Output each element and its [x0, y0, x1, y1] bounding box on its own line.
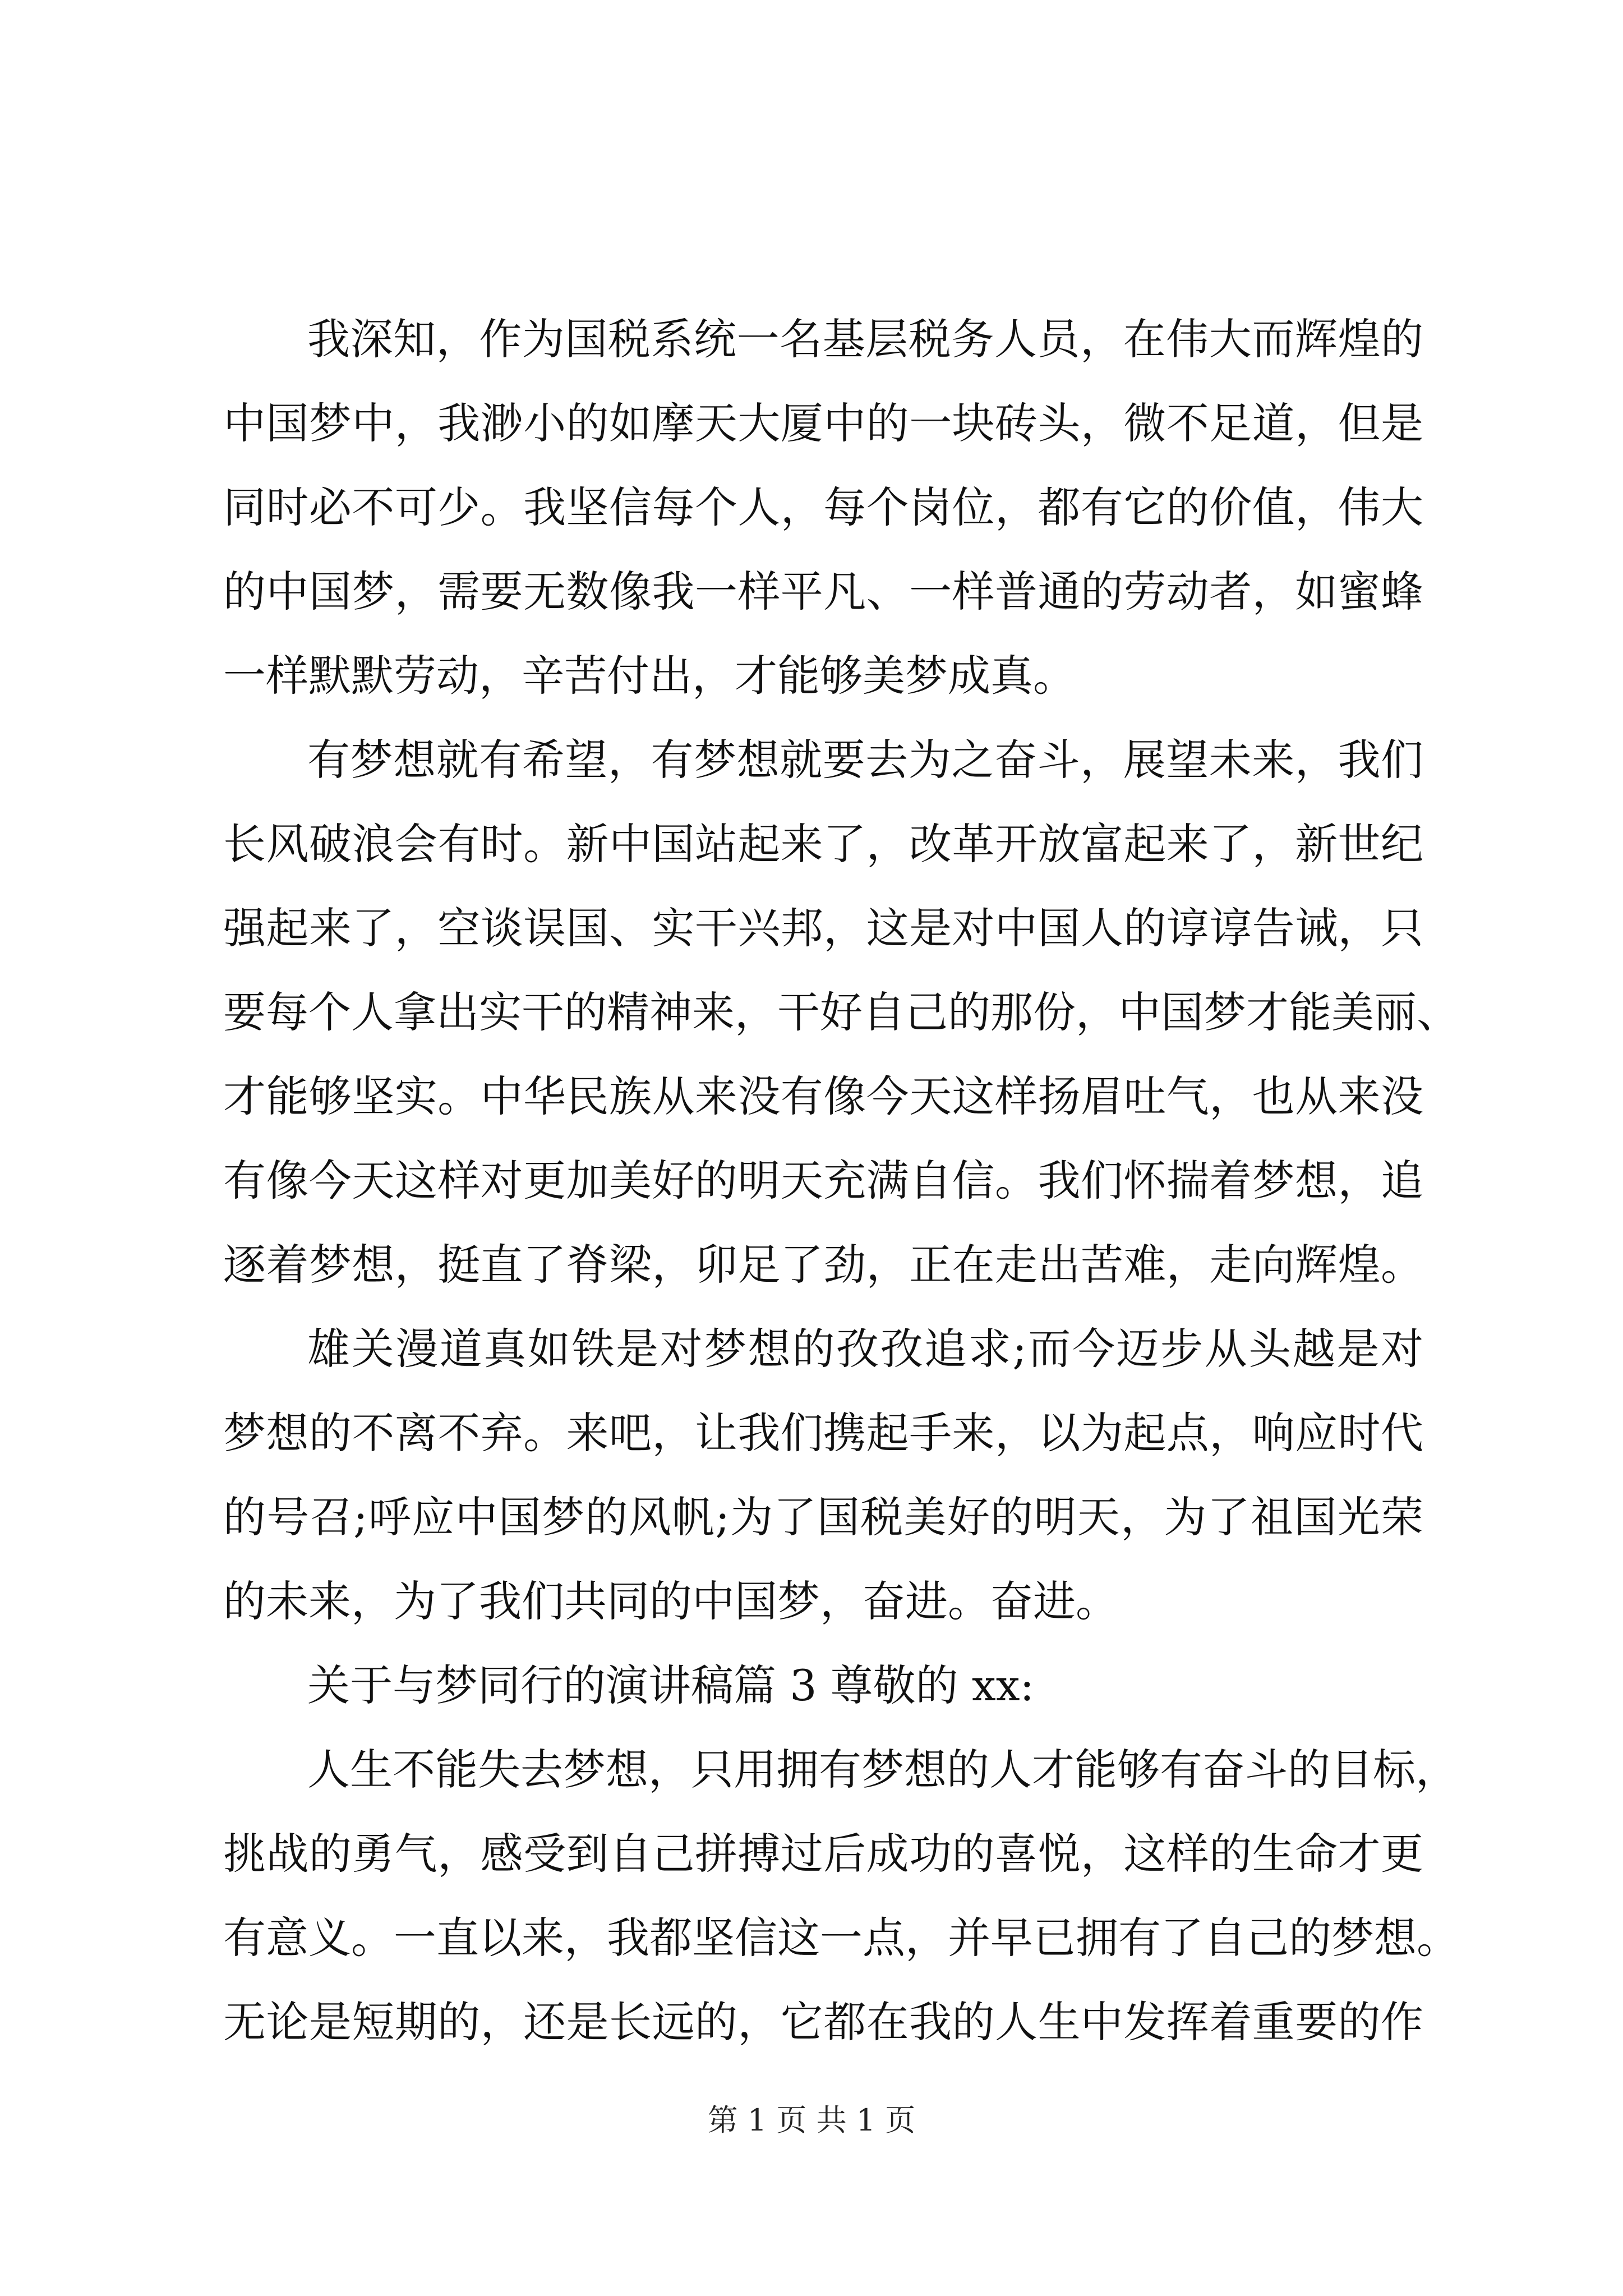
text-line-10: 才能够坚实。中华民族从来没有像今天这样扬眉吐气，也从来没 [223, 1071, 1423, 1121]
text-line-21: 无论是短期的，还是长远的，它都在我的人生中发挥着重要的作 [223, 1997, 1423, 2047]
text-line-13: 雄关漫道真如铁是对梦想的孜孜追求;而今迈步从头越是对 [307, 1324, 1423, 1374]
page-number-label: 第 1 页 共 1 页 [707, 2102, 916, 2138]
text-line-2: 中国梦中，我渺小的如摩天大厦中的一块砖头，微不足道，但是 [223, 398, 1423, 448]
text-line-19: 挑战的勇气，感受到自己拼搏过后成功的喜悦，这样的生命才更 [223, 1829, 1423, 1879]
section-heading-line: 关于与梦同行的演讲稿篇 3 尊敬的 xx: [307, 1660, 1035, 1710]
text-line-8: 强起来了，空谈误国、实干兴邦，这是对中国人的谆谆告诫，只 [223, 903, 1423, 953]
text-line-9: 要每个人拿出实干的精神来，干好自己的那份，中国梦才能美丽、 [223, 987, 1459, 1037]
text-line-3: 同时必不可少。我坚信每个人，每个岗位，都有它的价值，伟大 [223, 482, 1423, 532]
text-line-14: 梦想的不离不弃。来吧，让我们携起手来，以为起点，响应时代 [223, 1408, 1423, 1458]
text-line-6: 有梦想就有希望，有梦想就要去为之奋斗，展望未来，我们 [307, 735, 1423, 785]
text-line-1: 我深知，作为国税系统一名基层税务人员，在伟大而辉煌的 [307, 314, 1423, 364]
text-line-7: 长风破浪会有时。新中国站起来了，改革开放富起来了，新世纪 [223, 819, 1423, 869]
text-line-11: 有像今天这样对更加美好的明天充满自信。我们怀揣着梦想，追 [223, 1156, 1423, 1205]
text-line-4: 的中国梦，需要无数像我一样平凡、一样普通的劳动者，如蜜蜂 [223, 567, 1423, 616]
text-line-15: 的号召;呼应中国梦的风帆;为了国税美好的明天，为了祖国光荣 [223, 1492, 1423, 1542]
text-line-12: 逐着梦想，挺直了脊梁，卯足了劲，正在走出苦难，走向辉煌。 [223, 1240, 1423, 1290]
text-line-5: 一样默默劳动，辛苦付出，才能够美梦成真。 [223, 651, 1076, 701]
text-line-16: 的未来，为了我们共同的中国梦，奋进。奋进。 [223, 1576, 1118, 1626]
page-footer [0, 2098, 1623, 2143]
text-line-18: 人生不能失去梦想，只用拥有梦想的人才能够有奋斗的目标， [307, 1745, 1458, 1795]
text-line-20: 有意义。一直以来，我都坚信这一点，并早已拥有了自己的梦想。 [223, 1913, 1459, 1963]
